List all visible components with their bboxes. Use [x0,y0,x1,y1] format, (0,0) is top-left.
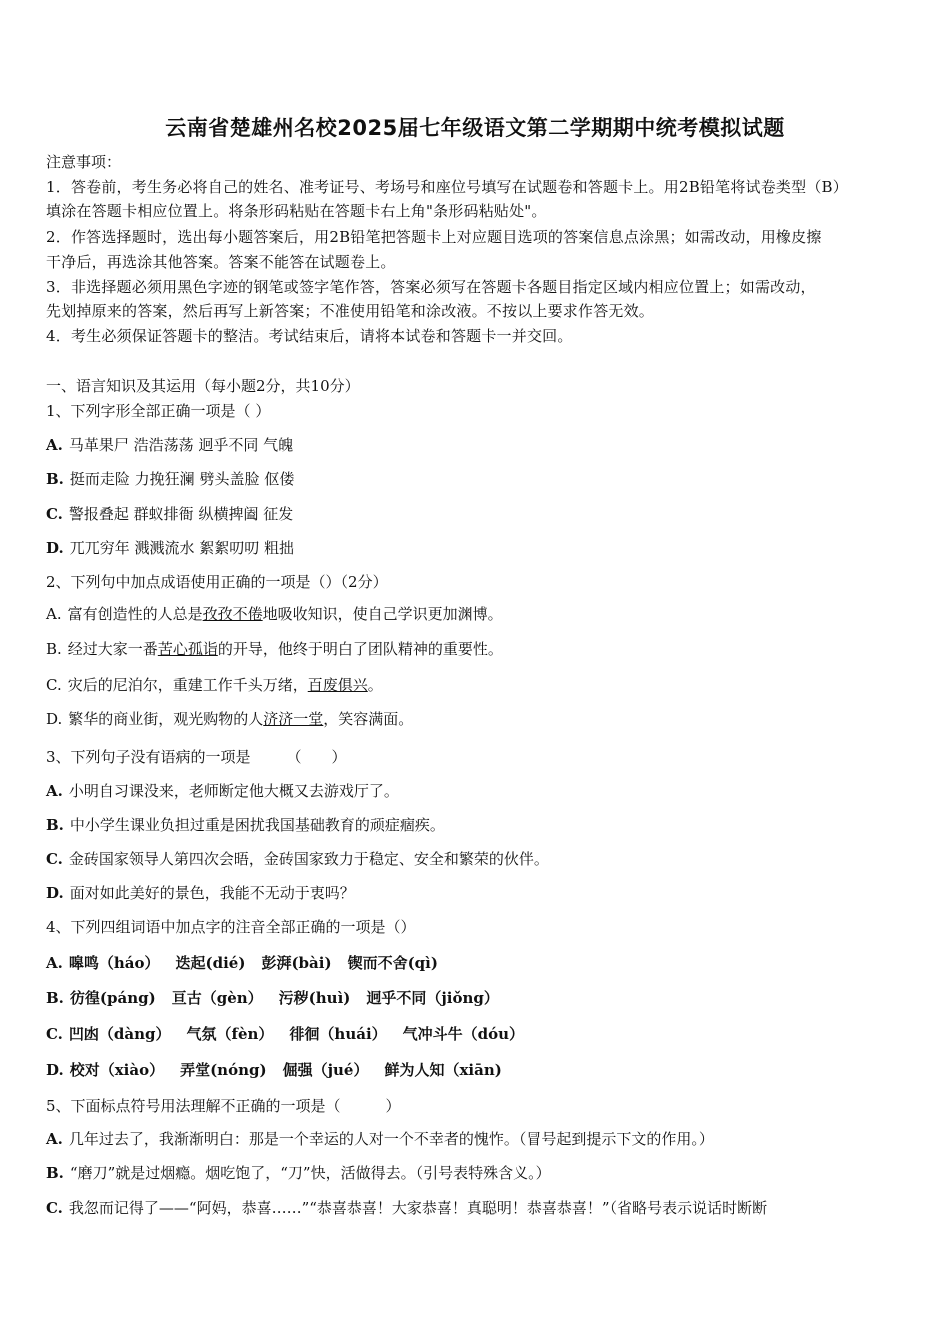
question-3-stem [46,747,347,767]
option-text: 灾后的尼泊尔，重建工作千头万绪， [67,676,308,694]
option-key: C. [46,676,62,694]
notice-line: 3．非选择题必须用黑色字迹的钢笔或签字笔作答，答案必须写在答题卡各题目指定区域内相应位置上；如需改动， [46,278,816,296]
question-2-stem: 2、下列句中加点成语使用正确的一项是（）（2分） [46,573,388,591]
question-2-option-c [46,675,383,695]
option-text: 富有创造性的人总是 [67,605,203,623]
question-4-option-c [46,1024,524,1044]
pinyin-item: 倔强（jué） [282,1061,369,1079]
notice-heading: 注意事项： [46,153,122,171]
notice-line: 先划掉原来的答案，然后再写上新答案；不准使用铅笔和涂改液。不按以上要求作答无效。 [46,302,655,320]
option-key: B. [46,470,64,488]
option-text: 繁华的商业街，观光购物的人 [68,710,264,728]
pinyin-item: 彭湃(bài) [261,954,332,972]
pinyin-item: 亘古（gèn） [171,989,263,1007]
option-text: 金砖国家领导人第四次会晤，金砖国家致力于稳定、安全和繁荣的伙伴。 [68,850,549,868]
option-key: D. [46,710,63,728]
notice-line: 干净后，再选涂其他答案。答案不能答在试题卷上。 [46,253,396,271]
page-title: 云南省楚雄州名校2025届七年级语文第二学期期中统考模拟试题 [165,116,785,140]
pinyin-item: 锲而不舍(qì) [347,954,438,972]
pinyin-item: 凹凼（dàng） [68,1025,171,1043]
question-1-option-c [46,504,293,524]
question-2-option-a [46,604,503,624]
answer-paren: （ ） [286,748,347,766]
option-key: D. [46,884,64,902]
option-key: B. [46,816,64,834]
option-text: 面对如此美好的景色，我能不无动于衷吗？ [69,884,355,902]
option-text: 中小学生课业负担过重是困扰我国基础教育的顽症痼疾。 [69,816,445,834]
dotted-idiom: 苦心孤诣 [157,640,218,658]
question-3-option-c [46,849,549,869]
notice-line: 2．作答选择题时，选出每小题答案后，用2B铅笔把答题卡上对应题目选项的答案信息点涂黑；如需改动，用橡皮擦 [46,228,822,246]
option-key: A. [46,782,63,800]
option-key: A. [46,954,63,972]
question-4-option-d [46,1060,502,1080]
pinyin-item: 嗥鸣（háo） [68,954,160,972]
option-text: 警报叠起 群蚁排衙 纵横捭阖 征发 [68,505,294,523]
pinyin-item: 弄堂(nóng) [180,1061,267,1079]
notice-line: 填涂在答题卡相应位置上。将条形码粘贴在答题卡右上角"条形码粘贴处"。 [46,202,547,220]
question-1-option-a [46,435,293,455]
option-text: 兀兀穷年 溅溅流水 絮絮叨叨 粗拙 [69,539,295,557]
option-key: C. [46,1199,63,1217]
pinyin-item: 迥乎不同（jiǒng） [366,989,499,1007]
question-3-option-b [46,815,445,835]
question-5-stem: 5、下面标点符号用法理解不正确的一项是（ ） [46,1097,401,1115]
option-text: 马革果尸 浩浩荡荡 迥乎不同 气魄 [68,436,294,454]
question-5-option-a [46,1129,714,1149]
option-text: 经过大家一番 [67,640,158,658]
option-text: 我忽而记得了——“阿妈，恭喜……”“恭喜恭喜！大家恭喜！真聪明！恭喜恭喜！”（省略号表示说话时断断 [68,1199,768,1217]
option-key: B. [46,989,64,1007]
option-key: D. [46,1061,64,1079]
dotted-idiom: 济济一堂 [263,710,324,728]
question-2-option-d [46,709,413,729]
notice-line: 1．答卷前，考生务必将自己的姓名、准考证号、考场号和座位号填写在试题卷和答题卡上。用2B铅笔将试卷类型（B） [46,178,848,196]
section-heading: 一、语言知识及其运用（每小题2分，共10分） [46,377,360,395]
option-key: C. [46,1025,63,1043]
option-key: B. [46,1164,64,1182]
option-text: ，笑容满面。 [323,710,414,728]
dotted-idiom: 孜孜不倦 [202,605,263,623]
notice-line: 4．考生必须保证答题卡的整洁。考试结束后，请将本试卷和答题卡一并交回。 [46,327,573,345]
option-key: A. [46,1130,63,1148]
option-key: B. [46,640,62,658]
question-4-option-a [46,953,438,973]
option-text: 。 [367,676,383,694]
question-1-stem: 1、下列字形全部正确一项是（ ） [46,402,271,420]
option-text: “磨刀”就是过烟瘾。烟吃饱了，“刀”快，活做得去。（引号表特殊含义。） [69,1164,551,1182]
option-text: 挺而走险 力挽狂澜 劈头盖脸 伛偻 [69,470,295,488]
pinyin-item: 徘徊（huái） [289,1025,387,1043]
question-1-option-b [46,469,294,489]
question-4-stem: 4、下列四组词语中加点字的注音全部正确的一项是（） [46,918,416,936]
question-3-option-d [46,883,355,903]
question-4-option-b [46,988,499,1008]
pinyin-item: 校对（xiào） [69,1061,165,1079]
question-5-option-c [46,1198,767,1218]
dotted-idiom: 百废俱兴 [307,676,368,694]
option-key: C. [46,850,63,868]
option-text: 的开导，他终于明白了团队精神的重要性。 [217,640,503,658]
pinyin-item: 污秽(huì) [278,989,351,1007]
option-text: 小明自习课没来，老师断定他大概又去游戏厅了。 [68,782,399,800]
pinyin-item: 鲜为人知（xiān) [384,1061,502,1079]
question-5-option-b [46,1163,551,1183]
option-text: 几年过去了，我渐渐明白：那是一个幸运的人对一个不幸者的愧怍。（冒号起到提示下文的作用。） [68,1130,714,1148]
question-1-option-d [46,538,294,558]
pinyin-item: 彷徨(páng) [69,989,156,1007]
option-key: A. [46,605,62,623]
pinyin-item: 气氛（fèn） [186,1025,274,1043]
option-key: A. [46,436,63,454]
question-3-option-a [46,781,399,801]
question-2-option-b [46,639,503,659]
pinyin-item: 迭起(dié) [175,954,246,972]
option-key: D. [46,539,64,557]
option-key: C. [46,505,63,523]
option-text: 地吸收知识，使自己学识更加渊博。 [262,605,503,623]
stem-text: 3、下列句子没有语病的一项是 [46,748,251,766]
pinyin-item: 气冲斗牛（dóu） [402,1025,525,1043]
